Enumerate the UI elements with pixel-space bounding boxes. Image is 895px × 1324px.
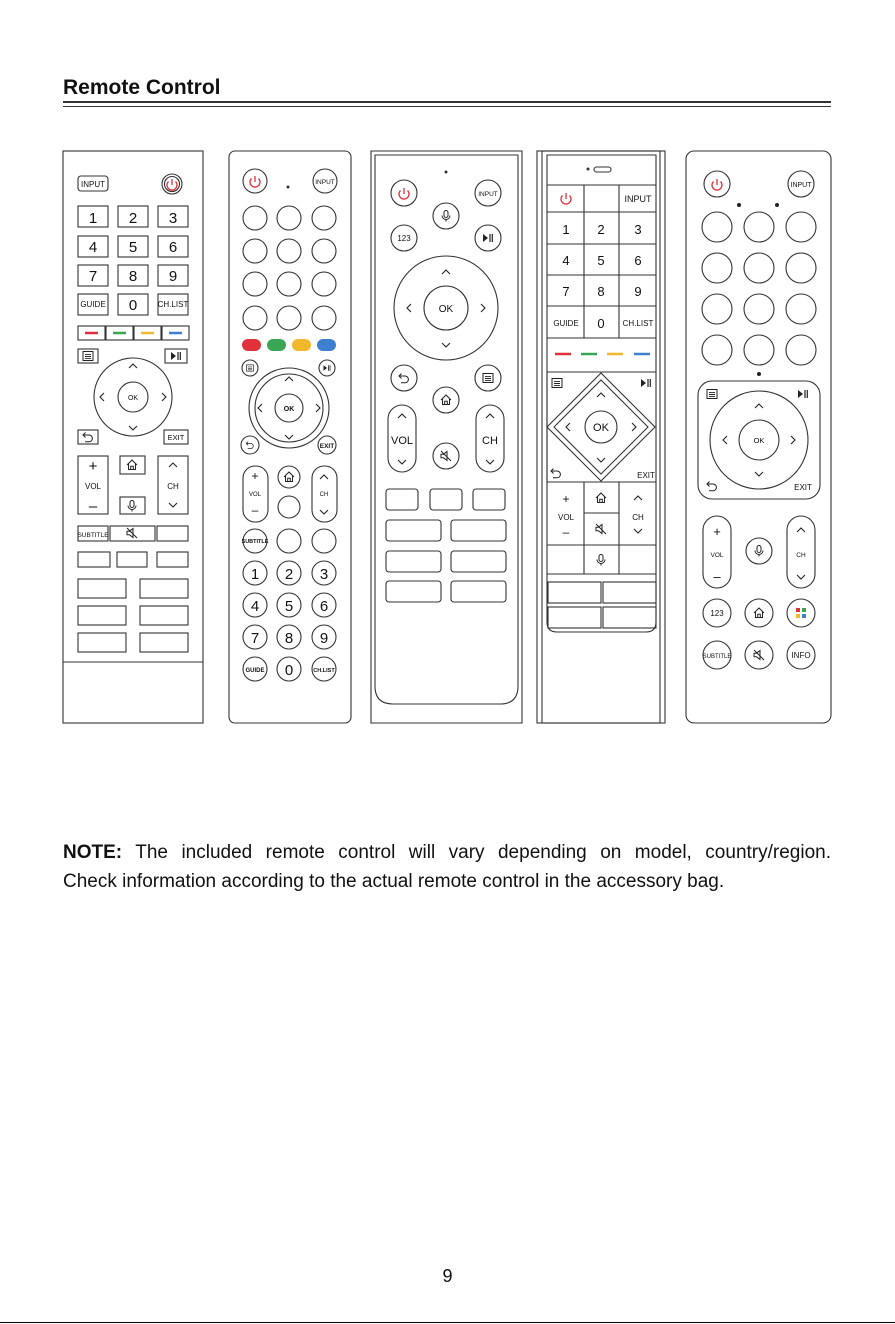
color-keys[interactable] bbox=[78, 326, 189, 340]
num-button[interactable]: 123 bbox=[710, 609, 724, 618]
digit-0[interactable]: 0 bbox=[128, 297, 138, 314]
vol-label: VOL bbox=[248, 492, 262, 498]
digit-6[interactable]: 6 bbox=[634, 253, 642, 268]
exit-button[interactable]: EXIT bbox=[794, 483, 812, 492]
mute-icon[interactable] bbox=[754, 650, 764, 660]
subtitle-button[interactable]: SUBTITLE bbox=[702, 654, 732, 660]
play-pause-icon[interactable] bbox=[324, 365, 331, 371]
subtitle-button[interactable]: SUBTITLE bbox=[77, 532, 109, 539]
vol-label: VOL bbox=[710, 552, 724, 559]
digit-6[interactable]: 6 bbox=[168, 239, 178, 256]
digit-grid bbox=[553, 222, 653, 331]
home-icon[interactable] bbox=[127, 460, 137, 470]
power-icon[interactable] bbox=[250, 176, 260, 187]
remote-5 bbox=[686, 151, 831, 723]
home-icon[interactable] bbox=[284, 472, 294, 482]
ch-down-icon[interactable] bbox=[797, 575, 805, 579]
guide-button[interactable]: GUIDE bbox=[553, 319, 579, 328]
digit-0[interactable]: 0 bbox=[597, 316, 605, 331]
input-button[interactable]: INPUT bbox=[81, 180, 105, 189]
subtitle-button[interactable]: SUBTITLE bbox=[241, 539, 269, 545]
svg-text:–: – bbox=[251, 503, 259, 517]
svg-text:+: + bbox=[251, 469, 259, 483]
mute-icon[interactable] bbox=[596, 524, 606, 534]
digit-5[interactable]: 5 bbox=[128, 239, 138, 256]
note-line-1: The included remote control will vary depending on model, country/region. bbox=[135, 842, 831, 863]
exit-button[interactable]: EXIT bbox=[167, 433, 185, 442]
page-title: Remote Control bbox=[63, 76, 221, 99]
remote-1 bbox=[63, 151, 203, 723]
digit-8[interactable]: 8 bbox=[128, 268, 138, 285]
digit-keys bbox=[243, 561, 336, 681]
digit-2[interactable]: 2 bbox=[128, 210, 138, 227]
menu-icon[interactable] bbox=[552, 379, 562, 388]
input-button[interactable]: INPUT bbox=[478, 191, 498, 198]
remote-4 bbox=[537, 151, 665, 723]
digit-9[interactable]: 9 bbox=[634, 284, 642, 299]
back-icon[interactable] bbox=[707, 482, 716, 491]
digit-4[interactable]: 4 bbox=[250, 598, 260, 615]
power-icon[interactable] bbox=[561, 193, 571, 204]
digit-9[interactable]: 9 bbox=[168, 268, 178, 285]
guide-button[interactable]: GUIDE bbox=[80, 300, 106, 309]
ch-list-button[interactable]: CH.LIST bbox=[313, 668, 335, 674]
ch-up-icon[interactable] bbox=[169, 463, 177, 467]
ok-button[interactable]: OK bbox=[593, 422, 609, 434]
note-text bbox=[63, 838, 831, 896]
exit-button[interactable]: EXIT bbox=[637, 471, 655, 480]
digit-9[interactable]: 9 bbox=[319, 630, 329, 647]
digit-1[interactable]: 1 bbox=[562, 222, 570, 237]
guide-button[interactable]: GUIDE bbox=[245, 668, 265, 674]
digit-7[interactable]: 7 bbox=[250, 630, 260, 647]
mic-icon[interactable] bbox=[442, 211, 450, 222]
input-button[interactable]: INPUT bbox=[624, 194, 652, 204]
back-icon[interactable] bbox=[246, 442, 253, 449]
digit-3[interactable]: 3 bbox=[634, 222, 642, 237]
menu-icon[interactable] bbox=[707, 390, 717, 399]
home-icon[interactable] bbox=[441, 395, 451, 405]
mute-icon[interactable] bbox=[127, 528, 137, 538]
vol-label: VOL bbox=[557, 513, 575, 522]
ok-button[interactable]: OK bbox=[438, 304, 454, 315]
color-keys[interactable] bbox=[242, 339, 336, 351]
vol-up-icon[interactable] bbox=[398, 414, 406, 418]
mic-icon[interactable] bbox=[755, 546, 763, 557]
digit-3[interactable]: 3 bbox=[168, 210, 178, 227]
home-icon[interactable] bbox=[754, 608, 764, 618]
ch-up-icon[interactable] bbox=[634, 496, 642, 500]
back-icon[interactable] bbox=[83, 433, 92, 442]
remote-3 bbox=[371, 151, 522, 723]
menu-icon[interactable] bbox=[483, 374, 493, 383]
back-icon[interactable] bbox=[551, 469, 560, 478]
digit-2[interactable]: 2 bbox=[284, 566, 294, 583]
note-label: NOTE: bbox=[63, 842, 123, 863]
ch-down-icon[interactable] bbox=[486, 460, 494, 464]
ch-label: CH bbox=[632, 513, 644, 522]
ch-up-icon[interactable] bbox=[320, 475, 328, 479]
digit-7[interactable]: 7 bbox=[88, 268, 98, 285]
ch-label: CH bbox=[167, 482, 179, 491]
digit-6[interactable]: 6 bbox=[319, 598, 329, 615]
ch-label: CH bbox=[796, 552, 806, 559]
input-button[interactable]: INPUT bbox=[315, 179, 335, 186]
play-pause-icon[interactable] bbox=[798, 390, 807, 398]
digit-3[interactable]: 3 bbox=[319, 566, 329, 583]
power-icon[interactable] bbox=[167, 179, 177, 190]
home-icon[interactable] bbox=[596, 493, 606, 503]
digit-4[interactable]: 4 bbox=[88, 239, 98, 256]
play-pause-icon[interactable] bbox=[171, 352, 180, 360]
bottom-rule bbox=[0, 1322, 895, 1323]
power-icon[interactable] bbox=[712, 179, 722, 190]
vol-up-button[interactable]: + bbox=[88, 458, 98, 475]
note-line-2: Check information according to the actual remote control in the accessory bag. bbox=[63, 871, 725, 892]
apps-icon[interactable] bbox=[796, 608, 806, 618]
app-keys[interactable] bbox=[702, 212, 816, 365]
vol-up-button[interactable]: + bbox=[562, 492, 570, 506]
ok-button[interactable]: OK bbox=[283, 406, 295, 413]
ch-up-icon[interactable] bbox=[486, 414, 494, 418]
ch-list-button[interactable]: CH.LIST bbox=[622, 319, 654, 328]
digit-1[interactable]: 1 bbox=[88, 210, 98, 227]
ch-up-icon[interactable] bbox=[797, 528, 805, 532]
digit-8[interactable]: 8 bbox=[597, 284, 605, 299]
ch-list-button[interactable]: CH.LIST bbox=[157, 300, 189, 309]
exit-button[interactable]: EXIT bbox=[319, 443, 335, 450]
vol-down-button[interactable]: – bbox=[88, 498, 98, 515]
mic-icon[interactable] bbox=[597, 555, 605, 566]
remote-2 bbox=[229, 151, 351, 723]
play-pause-icon[interactable] bbox=[483, 234, 492, 242]
menu-icon[interactable] bbox=[83, 352, 93, 361]
digit-2[interactable]: 2 bbox=[597, 222, 605, 237]
num-button[interactable]: 123 bbox=[397, 234, 411, 243]
digit-7[interactable]: 7 bbox=[562, 284, 570, 299]
ok-button[interactable]: OK bbox=[753, 436, 765, 445]
vol-label: VOL bbox=[390, 435, 414, 447]
digit-5[interactable]: 5 bbox=[597, 253, 605, 268]
digit-5[interactable]: 5 bbox=[284, 598, 294, 615]
power-icon[interactable] bbox=[399, 188, 409, 199]
mic-icon[interactable] bbox=[128, 501, 136, 512]
vol-label: VOL bbox=[84, 482, 102, 491]
vol-down-button[interactable]: – bbox=[562, 525, 570, 539]
digit-8[interactable]: 8 bbox=[284, 630, 294, 647]
ch-down-icon[interactable] bbox=[320, 510, 328, 514]
ch-label: CH bbox=[319, 492, 329, 498]
back-icon[interactable] bbox=[399, 374, 408, 383]
vol-down-icon[interactable] bbox=[398, 460, 406, 464]
vol-up-button[interactable]: + bbox=[713, 524, 721, 539]
vol-down-button[interactable]: – bbox=[713, 569, 721, 584]
page-number: 9 bbox=[442, 1266, 453, 1286]
info-button[interactable]: INFO bbox=[791, 651, 811, 660]
digit-grid bbox=[78, 206, 188, 315]
mute-icon[interactable] bbox=[441, 451, 451, 461]
digit-0[interactable]: 0 bbox=[284, 662, 294, 679]
ch-label: CH bbox=[482, 435, 498, 447]
input-button[interactable]: INPUT bbox=[790, 182, 812, 189]
menu-icon[interactable] bbox=[247, 365, 254, 371]
digit-4[interactable]: 4 bbox=[562, 253, 570, 268]
ch-down-icon[interactable] bbox=[169, 503, 177, 507]
ok-button[interactable]: OK bbox=[127, 395, 139, 402]
app-keys[interactable] bbox=[243, 206, 336, 330]
play-pause-icon[interactable] bbox=[641, 379, 650, 387]
digit-1[interactable]: 1 bbox=[250, 566, 260, 583]
ch-down-icon[interactable] bbox=[634, 529, 642, 533]
